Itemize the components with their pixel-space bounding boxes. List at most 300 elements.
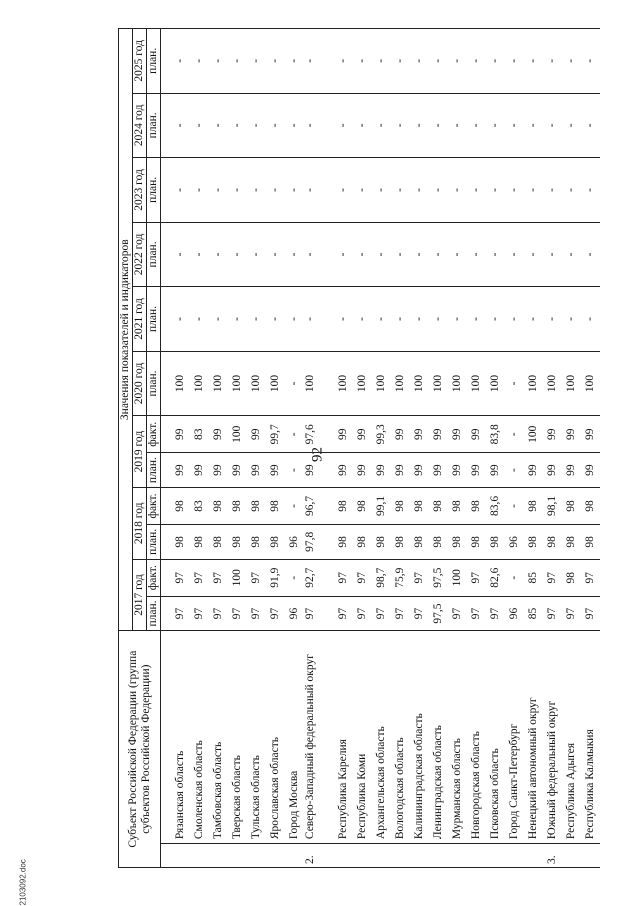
subject-name: Республика Карелия	[334, 631, 353, 844]
table-row	[304, 29, 334, 868]
value-cell: 99	[429, 453, 448, 488]
value-cell: 98	[486, 525, 505, 560]
table-row	[448, 29, 467, 868]
table-row	[562, 29, 581, 868]
value-cell: 98	[543, 525, 562, 560]
table-row	[353, 29, 372, 868]
value-cell: -	[543, 222, 562, 287]
value-cell: -	[410, 158, 429, 223]
value-cell: -	[304, 287, 334, 352]
subject-name: Ярославская область	[266, 631, 285, 844]
value-cell: -	[505, 93, 524, 158]
header-indicators: Значения показателей и индикаторов	[119, 29, 133, 631]
value-cell: 83	[190, 487, 209, 524]
value-cell: -	[505, 416, 524, 453]
value-cell: -	[285, 287, 304, 352]
subject-name: Республика Калмыкия	[581, 631, 600, 844]
subject-name: Архангельская область	[372, 631, 391, 844]
table-row	[524, 29, 543, 868]
value-cell: 97,5	[429, 559, 448, 596]
value-cell: 99	[543, 416, 562, 453]
value-cell: -	[171, 287, 190, 352]
value-cell: -	[190, 93, 209, 158]
table-row	[209, 29, 228, 868]
value-cell: -	[391, 93, 410, 158]
value-cell: -	[543, 93, 562, 158]
value-cell: -	[190, 222, 209, 287]
value-cell: 100	[228, 351, 247, 416]
value-cell: -	[429, 158, 448, 223]
value-cell: -	[410, 222, 429, 287]
indicators-table	[118, 28, 600, 868]
value-cell: 98	[581, 525, 600, 560]
value-cell: -	[467, 29, 486, 94]
spacer-row	[161, 29, 172, 868]
value-cell: 99	[171, 416, 190, 453]
value-cell: 99	[543, 453, 562, 488]
value-cell: 100	[228, 416, 247, 453]
table-row	[190, 29, 209, 868]
value-cell: -	[448, 222, 467, 287]
header-fact: факт.	[147, 487, 161, 524]
value-cell: -	[285, 559, 304, 596]
value-cell: 96	[505, 596, 524, 631]
value-cell: 97	[209, 559, 228, 596]
value-cell: 97	[448, 596, 467, 631]
value-cell: 99	[562, 453, 581, 488]
value-cell: -	[448, 287, 467, 352]
value-cell: -	[266, 222, 285, 287]
value-cell: 97	[467, 596, 486, 631]
value-cell: 98	[266, 525, 285, 560]
value-cell: -	[209, 93, 228, 158]
value-cell: 97	[190, 559, 209, 596]
value-cell: 97	[410, 596, 429, 631]
table-row	[391, 29, 410, 868]
value-cell: -	[543, 287, 562, 352]
value-cell: -	[391, 29, 410, 94]
value-cell: -	[334, 287, 353, 352]
value-cell: -	[486, 29, 505, 94]
value-cell: 100	[247, 351, 266, 416]
value-cell: 100	[429, 351, 448, 416]
value-cell: -	[334, 158, 353, 223]
value-cell: 100	[391, 351, 410, 416]
value-cell: -	[410, 287, 429, 352]
subject-name: Город Москва	[285, 631, 304, 844]
table-body	[161, 29, 601, 868]
row-number	[372, 844, 391, 868]
value-cell: -	[372, 29, 391, 94]
row-number	[429, 844, 448, 868]
value-cell: -	[581, 158, 600, 223]
value-cell: 97	[391, 596, 410, 631]
value-cell: -	[505, 29, 524, 94]
value-cell: 100	[467, 351, 486, 416]
value-cell: 98	[448, 487, 467, 524]
value-cell: 98	[429, 487, 448, 524]
value-cell: -	[410, 29, 429, 94]
value-cell: 98	[228, 487, 247, 524]
table-row	[505, 29, 524, 868]
value-cell: 98	[372, 525, 391, 560]
row-number	[228, 844, 247, 868]
header-plan: план.	[147, 453, 161, 488]
value-cell: 97	[543, 559, 562, 596]
subject-name: Республика Адыгея	[562, 631, 581, 844]
value-cell: 99	[334, 453, 353, 488]
row-number	[391, 844, 410, 868]
value-cell: 100	[372, 351, 391, 416]
value-cell: 99	[304, 453, 334, 488]
value-cell: 97	[171, 596, 190, 631]
header-year: 2021 год	[133, 287, 147, 352]
value-cell: -	[353, 287, 372, 352]
value-cell: 97	[353, 596, 372, 631]
value-cell: 85	[524, 596, 543, 631]
row-number	[190, 844, 209, 868]
value-cell: 97	[266, 596, 285, 631]
value-cell: 97	[171, 559, 190, 596]
value-cell: -	[524, 158, 543, 223]
value-cell: 100	[581, 351, 600, 416]
value-cell: 98	[334, 487, 353, 524]
value-cell: 98	[391, 487, 410, 524]
value-cell: 99	[467, 416, 486, 453]
value-cell: -	[190, 287, 209, 352]
value-cell: 99	[334, 416, 353, 453]
row-number	[486, 844, 505, 868]
value-cell: -	[228, 287, 247, 352]
value-cell: -	[562, 287, 581, 352]
value-cell: -	[285, 158, 304, 223]
value-cell: -	[391, 158, 410, 223]
value-cell: 98	[190, 525, 209, 560]
value-cell: 97	[486, 596, 505, 631]
value-cell: 99	[247, 416, 266, 453]
value-cell: 99	[391, 453, 410, 488]
page-number: 92	[309, 447, 326, 462]
value-cell: -	[228, 222, 247, 287]
row-number	[171, 844, 190, 868]
header-plan: план.	[147, 287, 161, 352]
value-cell: 99	[209, 416, 228, 453]
value-cell: 100	[524, 351, 543, 416]
value-cell: -	[266, 158, 285, 223]
subject-name: Ненецкий автономный округ	[524, 631, 543, 844]
value-cell: -	[353, 158, 372, 223]
value-cell: 99	[228, 453, 247, 488]
value-cell: 97,5	[429, 596, 448, 631]
value-cell: -	[372, 93, 391, 158]
value-cell: -	[372, 287, 391, 352]
value-cell: 99	[562, 416, 581, 453]
value-cell: 85	[524, 559, 543, 596]
table-row	[171, 29, 190, 868]
row-number	[266, 844, 285, 868]
value-cell: 99	[247, 453, 266, 488]
header-year: 2017 год	[133, 559, 147, 631]
value-cell: -	[285, 29, 304, 94]
value-cell: -	[562, 29, 581, 94]
value-cell: 100	[410, 351, 429, 416]
value-cell: 98	[524, 487, 543, 524]
rotated-table-container	[118, 28, 624, 868]
header-plan: план.	[147, 29, 161, 94]
value-cell: 100	[353, 351, 372, 416]
subject-name: Тверская область	[228, 631, 247, 844]
value-cell: 99	[429, 416, 448, 453]
subject-name: Ленинградская область	[429, 631, 448, 844]
value-cell: 100	[209, 351, 228, 416]
value-cell: -	[429, 222, 448, 287]
row-number	[209, 844, 228, 868]
value-cell: 98	[467, 525, 486, 560]
value-cell: -	[228, 158, 247, 223]
value-cell: 97	[562, 596, 581, 631]
value-cell: -	[429, 287, 448, 352]
subject-name: Смоленская область	[190, 631, 209, 844]
value-cell: -	[505, 158, 524, 223]
value-cell: 99	[410, 453, 429, 488]
table-row	[581, 29, 600, 868]
value-cell: 97	[410, 559, 429, 596]
header-plan: план.	[147, 93, 161, 158]
value-cell: -	[247, 93, 266, 158]
row-number: 2.	[304, 844, 334, 868]
value-cell: -	[581, 29, 600, 94]
value-cell: 99	[524, 453, 543, 488]
header-year: 2022 год	[133, 222, 147, 287]
header-year: 2023 год	[133, 158, 147, 223]
header-year: 2018 год	[133, 487, 147, 559]
value-cell: 75,9	[391, 559, 410, 596]
value-cell: -	[353, 222, 372, 287]
value-cell: -	[391, 287, 410, 352]
value-cell: 99	[448, 416, 467, 453]
value-cell: -	[334, 29, 353, 94]
subject-name: Псковская область	[486, 631, 505, 844]
value-cell: -	[562, 93, 581, 158]
value-cell: 100	[304, 351, 334, 416]
table-header	[119, 29, 161, 868]
value-cell: -	[505, 453, 524, 488]
value-cell: -	[505, 559, 524, 596]
value-cell: -	[505, 287, 524, 352]
value-cell: 96	[285, 596, 304, 631]
value-cell: -	[372, 222, 391, 287]
value-cell: -	[304, 29, 334, 94]
value-cell: 98	[562, 487, 581, 524]
value-cell: 99	[467, 453, 486, 488]
value-cell: -	[285, 351, 304, 416]
row-number	[562, 844, 581, 868]
value-cell: 98	[524, 525, 543, 560]
value-cell: 98	[562, 559, 581, 596]
table-row	[247, 29, 266, 868]
value-cell: -	[410, 93, 429, 158]
value-cell: 99	[410, 416, 429, 453]
value-cell: -	[209, 287, 228, 352]
value-cell: -	[190, 158, 209, 223]
value-cell: 98	[429, 525, 448, 560]
row-number	[285, 844, 304, 868]
value-cell: -	[353, 93, 372, 158]
value-cell: -	[247, 29, 266, 94]
value-cell: 98	[353, 487, 372, 524]
row-number	[505, 844, 524, 868]
value-cell: 92,7	[304, 559, 334, 596]
header-plan: план.	[147, 596, 161, 631]
value-cell: -	[505, 351, 524, 416]
value-cell: 97	[190, 596, 209, 631]
value-cell: 99	[448, 453, 467, 488]
value-cell: -	[562, 158, 581, 223]
value-cell: 100	[228, 559, 247, 596]
value-cell: -	[190, 29, 209, 94]
row-number	[448, 844, 467, 868]
value-cell: -	[467, 287, 486, 352]
value-cell: -	[486, 93, 505, 158]
table-row	[429, 29, 448, 868]
value-cell: 99	[209, 453, 228, 488]
value-cell: -	[486, 287, 505, 352]
value-cell: 82,6	[486, 559, 505, 596]
value-cell: 99	[353, 416, 372, 453]
value-cell: -	[266, 93, 285, 158]
value-cell: 83,6	[486, 487, 505, 524]
value-cell: -	[581, 93, 600, 158]
value-cell: 98,7	[372, 559, 391, 596]
value-cell: 98	[581, 487, 600, 524]
value-cell: 100	[543, 351, 562, 416]
value-cell: 98	[171, 525, 190, 560]
value-cell: -	[486, 158, 505, 223]
value-cell: 99	[581, 453, 600, 488]
value-cell: -	[543, 29, 562, 94]
value-cell: -	[285, 93, 304, 158]
subject-name: Северо-Западный федеральный округ	[304, 631, 334, 844]
value-cell: 97	[334, 559, 353, 596]
subject-name: Тамбовская область	[209, 631, 228, 844]
value-cell: 97	[247, 559, 266, 596]
header-plan: план.	[147, 158, 161, 223]
header-year: 2019 год	[133, 416, 147, 488]
table-row	[372, 29, 391, 868]
subject-name: Город Санкт-Петербург	[505, 631, 524, 844]
table-row	[285, 29, 304, 868]
value-cell: 97,8	[304, 525, 334, 560]
value-cell: -	[448, 29, 467, 94]
value-cell: 97,6	[304, 416, 334, 453]
value-cell: -	[285, 416, 304, 453]
value-cell: -	[524, 29, 543, 94]
value-cell: 100	[171, 351, 190, 416]
value-cell: -	[247, 222, 266, 287]
table-row	[410, 29, 429, 868]
subject-name: Тульская область	[247, 631, 266, 844]
row-number	[334, 844, 353, 868]
value-cell: -	[266, 29, 285, 94]
value-cell: -	[467, 93, 486, 158]
value-cell: 99,1	[372, 487, 391, 524]
value-cell: -	[228, 29, 247, 94]
header-year: 2024 год	[133, 93, 147, 158]
value-cell: 99	[581, 416, 600, 453]
value-cell: 97	[228, 596, 247, 631]
value-cell: -	[285, 453, 304, 488]
value-cell: 99	[372, 453, 391, 488]
table-row	[543, 29, 562, 868]
header-plan: план.	[147, 222, 161, 287]
value-cell: -	[543, 158, 562, 223]
value-cell: 96,7	[304, 487, 334, 524]
value-cell: 98	[247, 525, 266, 560]
value-cell: 97	[581, 559, 600, 596]
header-subject: Субъект Российской Федерации (группа субъектов Российской Федерации)	[119, 631, 161, 868]
value-cell: -	[171, 93, 190, 158]
value-cell: 98	[266, 487, 285, 524]
value-cell: -	[429, 93, 448, 158]
value-cell: 97	[581, 596, 600, 631]
table-row	[266, 29, 285, 868]
header-plan: план.	[147, 525, 161, 560]
value-cell: -	[448, 158, 467, 223]
value-cell: 99	[190, 453, 209, 488]
value-cell: 98	[209, 487, 228, 524]
value-cell: -	[448, 93, 467, 158]
subject-name: Южный федеральный округ	[543, 631, 562, 844]
value-cell: -	[304, 158, 334, 223]
value-cell: 97	[467, 559, 486, 596]
value-cell: -	[209, 222, 228, 287]
value-cell: 98	[171, 487, 190, 524]
value-cell: -	[467, 158, 486, 223]
value-cell: 97	[353, 559, 372, 596]
value-cell: 98	[353, 525, 372, 560]
subject-name: Вологодская область	[391, 631, 410, 844]
value-cell: 97	[209, 596, 228, 631]
value-cell: 100	[334, 351, 353, 416]
value-cell: 100	[524, 416, 543, 453]
value-cell: 100	[562, 351, 581, 416]
value-cell: -	[228, 93, 247, 158]
value-cell: -	[562, 222, 581, 287]
value-cell: 99	[266, 453, 285, 488]
value-cell: 98,1	[543, 487, 562, 524]
value-cell: -	[209, 158, 228, 223]
value-cell: -	[353, 29, 372, 94]
value-cell: 99	[486, 453, 505, 488]
subject-name: Калининградская область	[410, 631, 429, 844]
value-cell: -	[285, 222, 304, 287]
value-cell: -	[266, 287, 285, 352]
value-cell: -	[171, 158, 190, 223]
value-cell: -	[581, 222, 600, 287]
value-cell: 97	[543, 596, 562, 631]
value-cell: 99	[171, 453, 190, 488]
value-cell: 100	[448, 559, 467, 596]
value-cell: 98	[467, 487, 486, 524]
row-number	[353, 844, 372, 868]
value-cell: 98	[228, 525, 247, 560]
value-cell: -	[467, 222, 486, 287]
header-year: 2025 год	[133, 29, 147, 94]
table-row	[467, 29, 486, 868]
value-cell: 97	[372, 596, 391, 631]
value-cell: -	[209, 29, 228, 94]
row-number	[524, 844, 543, 868]
